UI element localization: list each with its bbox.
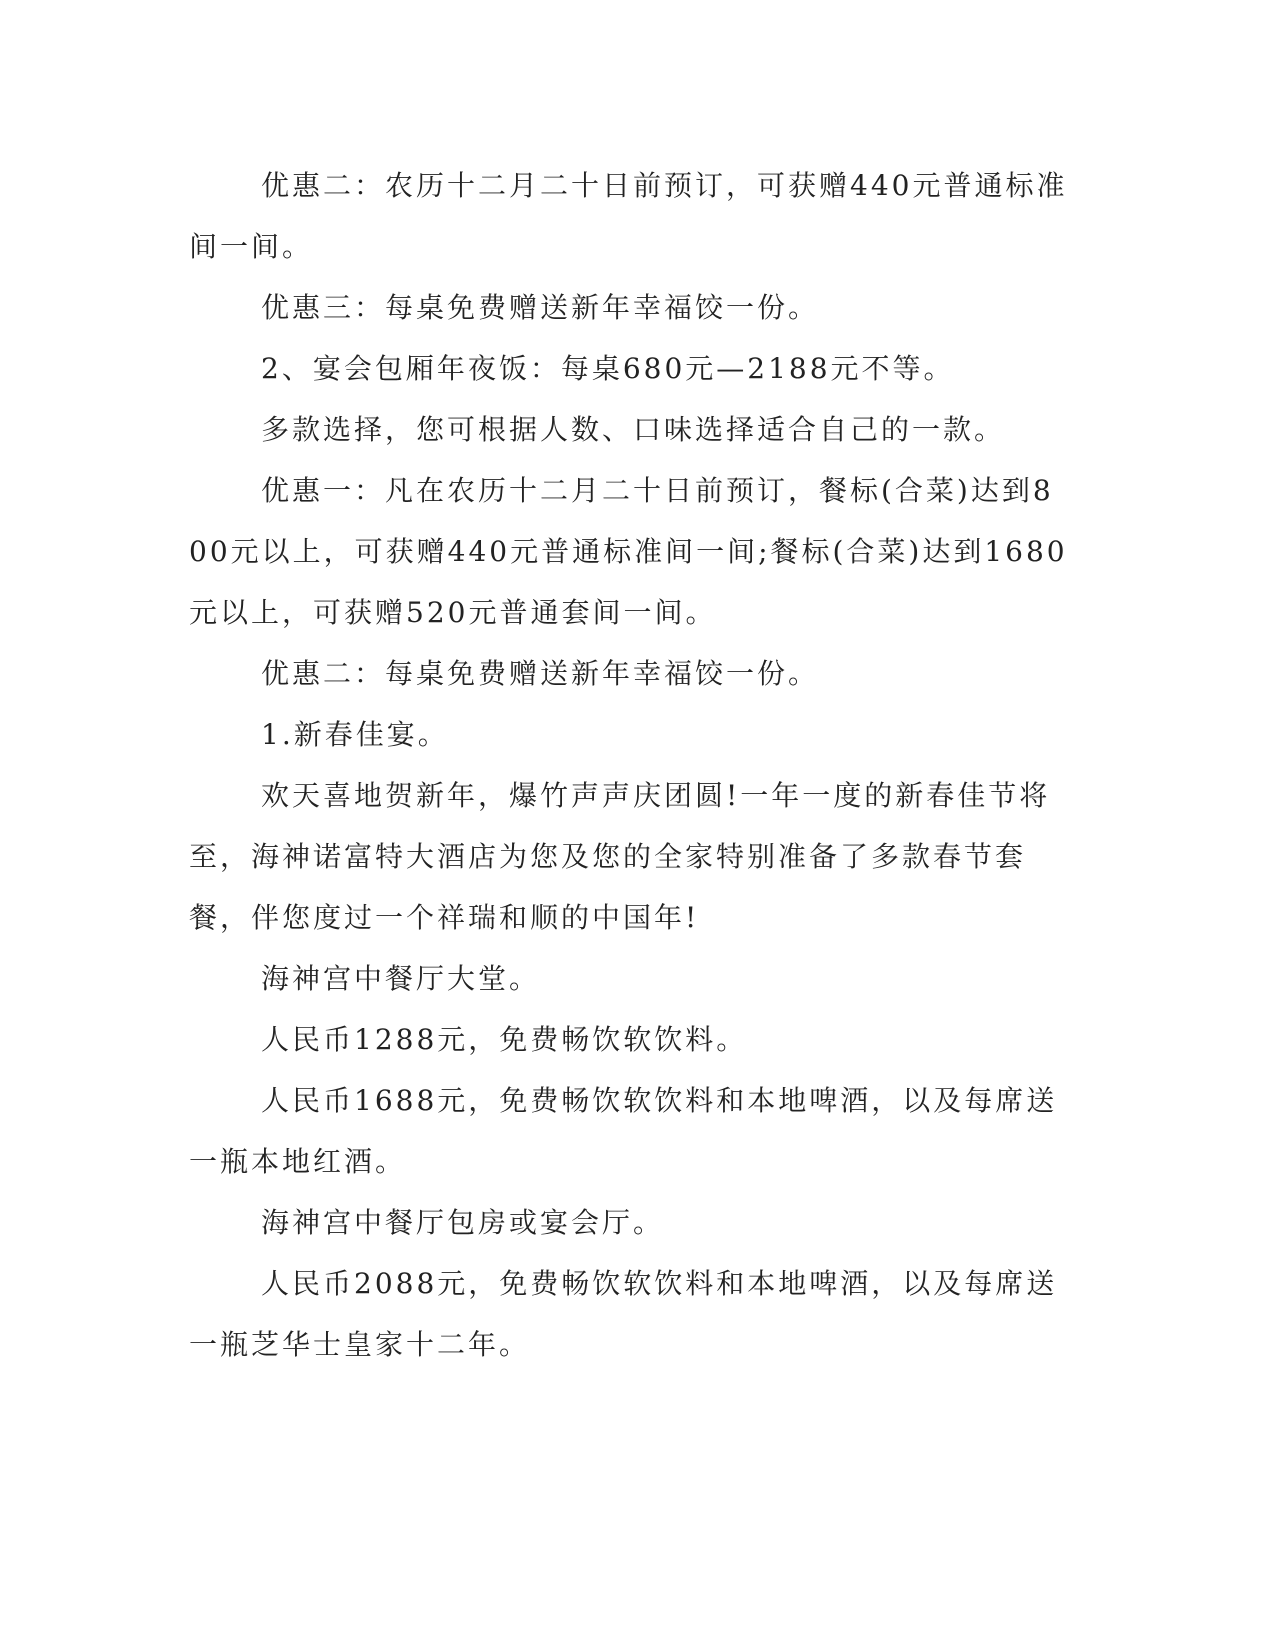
- paragraph: 人民币1288元，免费畅饮软饮料。: [261, 1023, 748, 1056]
- paragraph: 优惠二：每桌免费赠送新年幸福饺一份。: [261, 657, 820, 690]
- paragraph: 海神宫中餐厅大堂。: [261, 962, 541, 995]
- paragraph: 2、宴会包厢年夜饭：每桌680元—2188元不等。: [261, 352, 955, 385]
- document-body: [189, 155, 1069, 1375]
- section-heading: 1.新春佳宴。: [261, 718, 449, 751]
- paragraph: 多款选择，您可根据人数、口味选择适合自己的一款。: [261, 413, 1006, 446]
- paragraph: 优惠二：农历十二月二十日前预订，可获赠440元普通标准间一间。: [189, 169, 1068, 263]
- paragraph: 欢天喜地贺新年，爆竹声声庆团圆!一年一度的新春佳节将至，海神诺富特大酒店为您及您的全家特别准备了多款春节套餐，伴您度过一个祥瑞和顺的中国年!: [189, 779, 1051, 934]
- paragraph: 优惠一：凡在农历十二月二十日前预订，餐标(合菜)达到800元以上，可获赠440元普通标准间一间;餐标(合菜)达到1680元以上，可获赠520元普通套间一间。: [189, 474, 1068, 629]
- paragraph: 海神宫中餐厅包房或宴会厅。: [261, 1206, 665, 1239]
- paragraph: 人民币2088元，免费畅饮软饮料和本地啤酒，以及每席送一瓶芝华士皇家十二年。: [189, 1267, 1058, 1361]
- paragraph: 优惠三：每桌免费赠送新年幸福饺一份。: [261, 291, 820, 324]
- paragraph: 人民币1688元，免费畅饮软饮料和本地啤酒，以及每席送一瓶本地红酒。: [189, 1084, 1058, 1178]
